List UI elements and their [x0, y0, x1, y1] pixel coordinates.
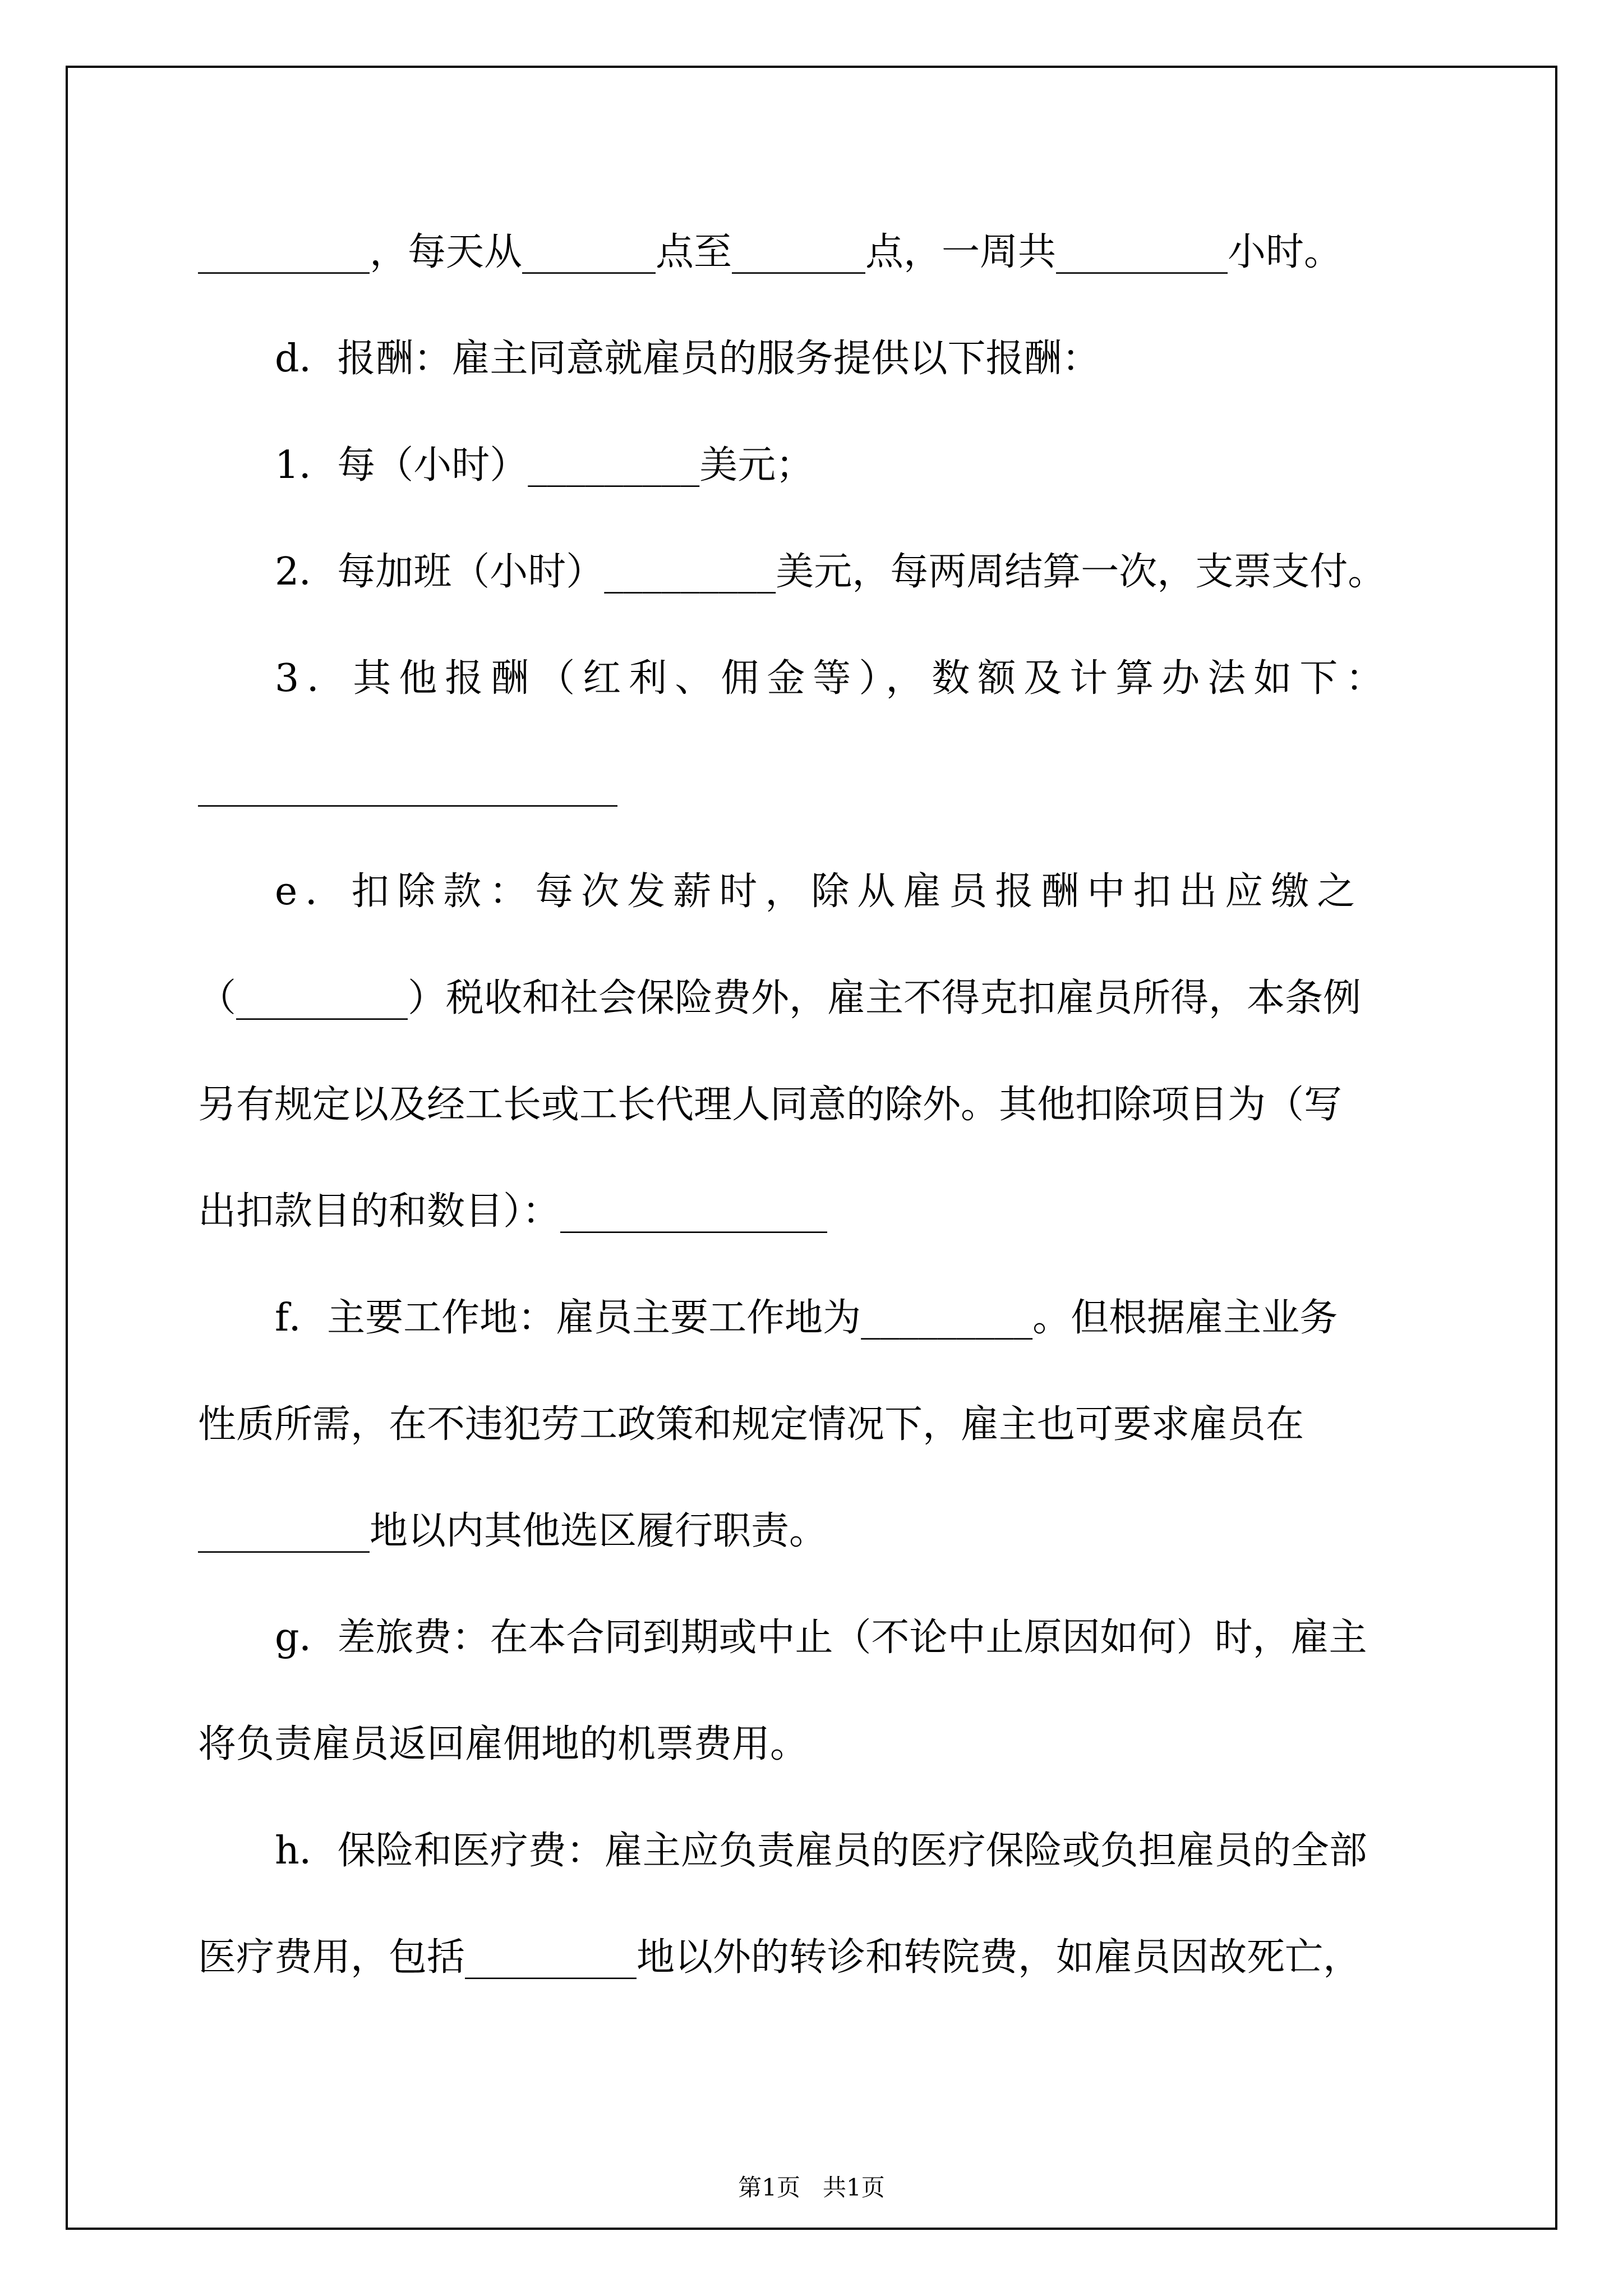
text-line: ______________________	[198, 763, 617, 807]
page-border	[66, 66, 1557, 2230]
text-line: _________地以内其他选区履行职责。	[198, 1509, 828, 1553]
text-line: 1．每（小时）_________美元；	[275, 443, 814, 487]
text-line: 将负责雇员返回雇佣地的机票费用。	[198, 1722, 809, 1766]
text-line: 医疗费用，包括_________地以外的转诊和转院费，如雇员因故死亡，	[198, 1935, 1362, 1980]
text-line: f．主要工作地：雇员主要工作地为_________。但根据雇主业务	[275, 1296, 1338, 1340]
page-footer: 第1页 共1页	[738, 2174, 885, 2201]
text-line: d．报酬：雇主同意就雇员的服务提供以下报酬：	[275, 337, 1100, 381]
text-line: g．差旅费：在本合同到期或中止（不论中止原因如何）时，雇主	[275, 1616, 1367, 1660]
text-line: 3．其他报酬（红利、佣金等），数额及计算办法如下：	[275, 656, 1392, 701]
text-line: 2．每加班（小时）_________美元，每两周结算一次，支票支付。	[275, 550, 1386, 594]
text-line: 另有规定以及经工长或工长代理人同意的除外。其他扣除项目为（写	[198, 1083, 1343, 1127]
text-line: h．保险和医疗费：雇主应负责雇员的医疗保险或负担雇员的全部	[275, 1829, 1367, 1873]
text-line: _________，每天从_______点至_______点，一周共_________小时。	[198, 230, 1343, 274]
text-line: e．扣除款：每次发薪时，除从雇员报酬中扣出应缴之	[275, 869, 1363, 914]
text-line: （_________）税收和社会保险费外，雇主不得克扣雇员所得，本条例	[198, 976, 1362, 1020]
text-line: 出扣款目的和数目）：______________	[198, 1189, 828, 1234]
text-line: 性质所需，在不违犯劳工政策和规定情况下，雇主也可要求雇员在	[198, 1402, 1304, 1447]
